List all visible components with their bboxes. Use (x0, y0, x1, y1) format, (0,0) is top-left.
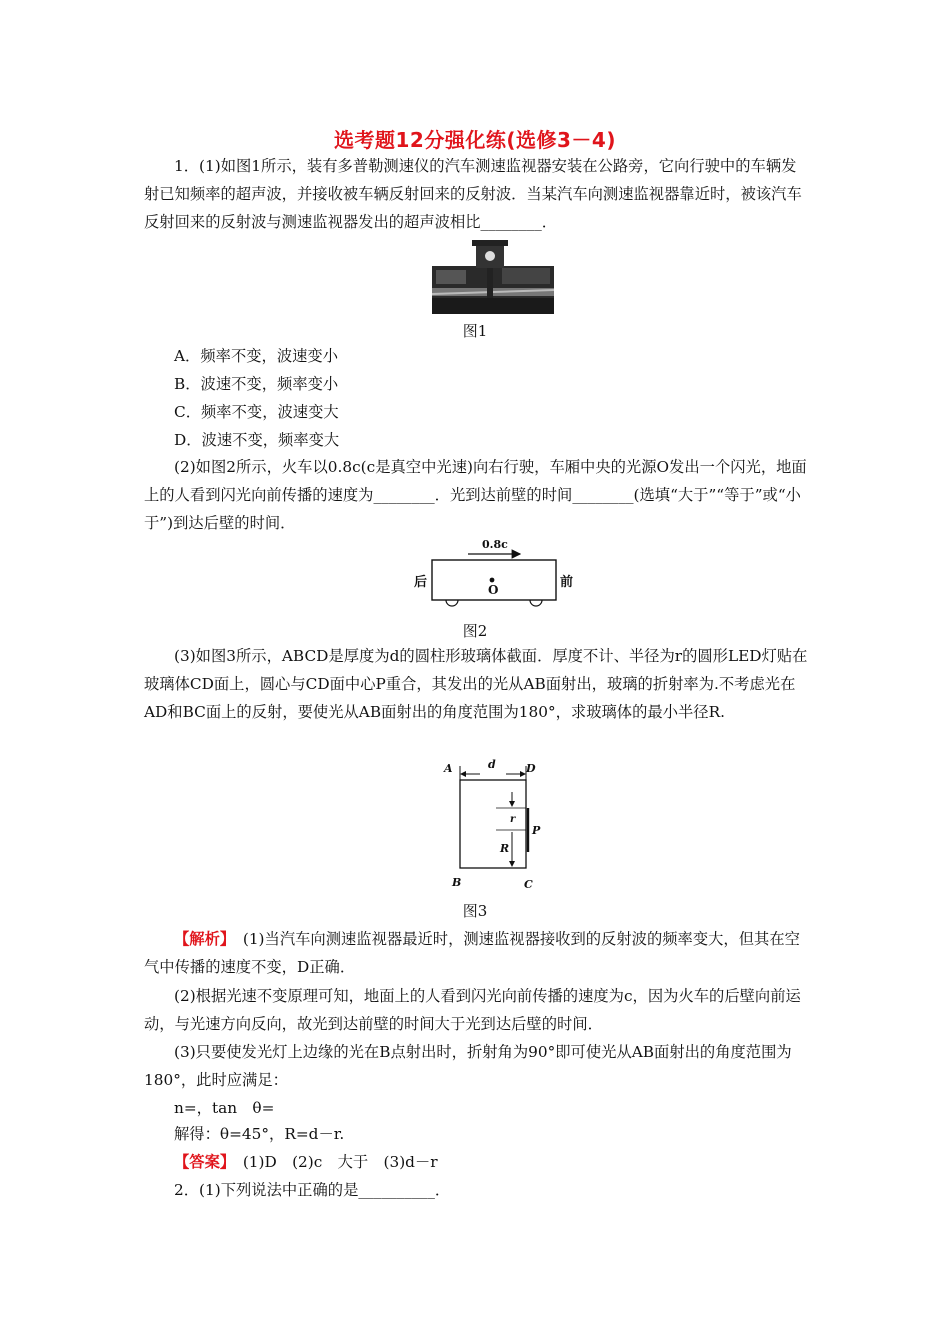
analysis-tag: 【解析】 (174, 930, 228, 948)
analysis-part-1 (144, 925, 808, 981)
answer-text: (1)D (2)c 大于 (3)d－r (227, 1153, 438, 1171)
answer-tag: 【答案】 (174, 1153, 228, 1171)
option-c: C．频率不变，波速变大 (174, 403, 339, 421)
label-a: A (444, 762, 453, 775)
question-2: 2．(1)下列说法中正确的是__________． (174, 1181, 451, 1199)
option-a: A．频率不变，波速变小 (174, 347, 339, 365)
analysis-part-3: (3)只要使发光灯上边缘的光在B点射出时，折射角为90°即可使光从AB面射出的角度范围为180°，此时应满足： (144, 1043, 792, 1089)
light-source (490, 578, 495, 583)
label-p: P (532, 824, 541, 837)
figure-3-glass (440, 758, 550, 894)
label-b: B (452, 876, 462, 889)
front-label: 前 (560, 575, 574, 590)
question-1-part-2: (2)如图2所示，火车以0.8c(c是真空中光速)向右行驶，车厢中央的光源O发出一个闪光，地面上的人看到闪光向前传播的速度为________．光到达前壁的时间________(选填“大于”“等于”或“小于”)到达后壁的时间． (144, 458, 807, 532)
figure-1-caption: 图1 (462, 322, 488, 340)
figure-1-photo (432, 238, 554, 314)
question-1-part-3: (3)如图3所示，ABCD是厚度为d的圆柱形玻璃体截面．厚度不计、半径为r的圆形LED灯贴在玻璃体CD面上，圆心与CD面中心P重合，其发出的光从AB面射出，玻璃的折射率为.不考虑光在AD和BC面上的反射，要使光从AB面射出的角度范围为180°，求玻璃体的最小半径R. (144, 647, 808, 721)
speed-label: 0.8c (482, 538, 508, 551)
glass-body (460, 780, 526, 868)
analysis-equation-2: 解得：θ=45°，R=d－r. (174, 1125, 345, 1143)
page-title: 选考题12分强化练(选修3－4) (334, 128, 616, 152)
rear-label: 后 (414, 575, 428, 590)
option-b: B．波速不变，频率变小 (174, 375, 339, 393)
figure-2-caption: 图2 (462, 622, 488, 640)
source-label: O (488, 583, 499, 597)
label-big-r: R (500, 842, 510, 855)
wheel-right (530, 600, 542, 606)
analysis-equation-1: n=，tan θ= (174, 1099, 275, 1117)
label-d-width: d (488, 758, 496, 771)
label-r: r (510, 814, 516, 825)
analysis-part-2: (2)根据光速不变原理可知，地面上的人看到闪光向前传播的速度为c，因为火车的后壁向前运动，与光速方向反向，故光到达前壁的时间大于光到达后壁的时间． (144, 987, 801, 1033)
figure-3-caption: 图3 (462, 902, 488, 920)
analysis-text-1: (1)当汽车向测速监视器最近时，测速监视器接收到的反射波的频率变大，但其在空气中传播的速度不变，D正确． (144, 930, 800, 976)
label-d: D (526, 762, 536, 775)
wheel-left (446, 600, 458, 606)
option-d: D．波速不变，频率变大 (174, 431, 340, 449)
figure-2-train (410, 538, 580, 614)
question-1-part-1: 1．(1)如图1所示，装有多普勒测速仪的汽车测速监视器安装在公路旁，它向行驶中的车辆发射已知频率的超声波，并接收被车辆反射回来的反射波．当某汽车向测速监视器靠近时，被该汽车反射回来的反射波与测速监视器发出的超声波相比________． (144, 157, 802, 231)
label-c: C (524, 878, 533, 891)
answer-line (144, 1148, 808, 1176)
